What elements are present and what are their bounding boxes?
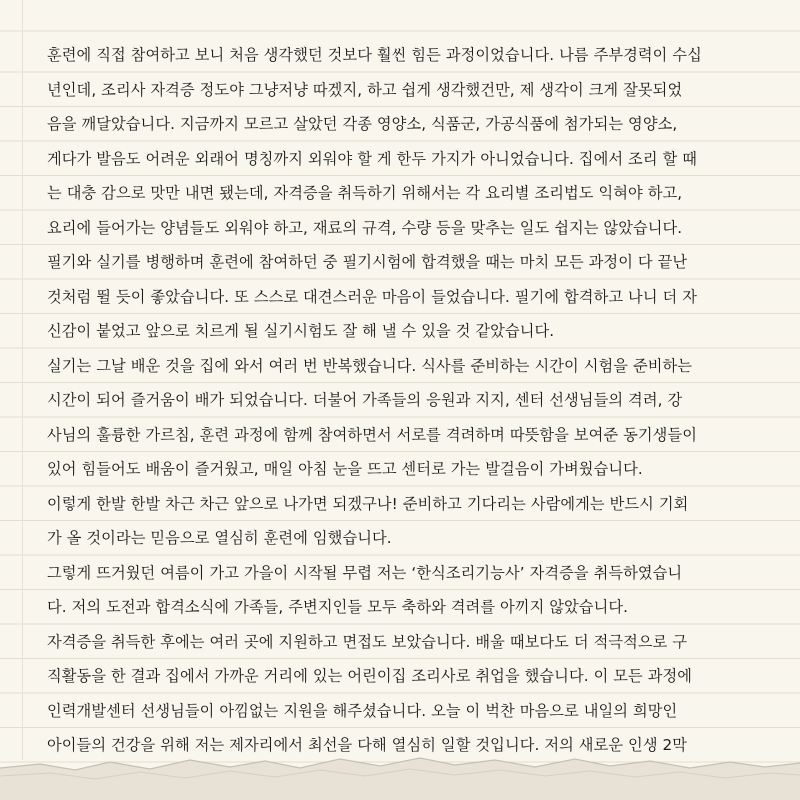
text-line: 는 대충 감으로 맛만 내면 됐는데, 자격증을 취득하기 위해서는 각 요리별 조리법도 익혀야 하고,	[47, 184, 683, 202]
text-line: 사님의 훌륭한 가르침, 훈련 과정에 함께 참여하면서 서로를 격려하며 따뜻함을 보여준 동기생들이	[47, 425, 697, 444]
text-line: 아이들의 건강을 위해 저는 제자리에서 최선을 다해 열심히 일할 것입니다. 저의 새로운 인생 2막	[47, 736, 688, 754]
margin-rule	[22, 0, 23, 760]
torn-paper-edge	[0, 740, 800, 800]
text-line: 음을 깨달았습니다. 지금까지 모르고 살았던 각종 영양소, 식품군, 가공식품에 첨가되는 영양소,	[47, 115, 678, 133]
text-line: 인력개발센터 선생님들이 아낌없는 지원을 해주셨습니다. 오늘 이 벅찬 마음으로 내일의 희망인	[47, 701, 678, 720]
text-line: 실기는 그날 배운 것을 집에 와서 여러 번 반복했습니다. 식사를 준비하는 시간이 시험을 준비하는	[47, 356, 693, 375]
text-line: 년인데, 조리사 자격증 정도야 그냥저냥 따겠지, 하고 쉽게 생각했건만, 제 생각이 크게 잘못되었	[47, 80, 683, 99]
text-line: 훈련에 직접 참여하고 보니 처음 생각했던 것보다 훨씬 힘든 과정이었습니다. 나름 주부경력이 수십	[47, 46, 702, 64]
text-line: 다. 저의 도전과 합격소식에 가족들, 주변지인들 모두 축하와 격려를 아끼지 않았습니다.	[47, 598, 629, 616]
text-line: 게다가 발음도 어려운 외래어 명칭까지 외워야 할 게 한두 가지가 아니었습니다. 집에서 조리 할 때	[47, 149, 697, 168]
text-line: 필기와 실기를 병행하며 훈련에 참여하던 중 필기시험에 합격했을 때는 마치 모든 과정이 다 끝난	[47, 253, 688, 271]
text-line: 이렇게 한발 한발 차근 차근 앞으로 나가면 되겠구나! 준비하고 기다리는 사람에게는 반드시 기회	[47, 494, 689, 513]
text-line: 요리에 들어가는 양념들도 외워야 하고, 재료의 규격, 수량 등을 맞추는 일도 쉽지는 않았습니다.	[47, 218, 683, 237]
text-line: 자격증을 취득한 후에는 여러 곳에 지원하고 면접도 보았습니다. 배울 때보다도 더 적극적으로 구	[47, 632, 688, 651]
text-line: 있어 힘들어도 배움이 즐거웠고, 매일 아침 눈을 뜨고 센터로 가는 발걸음이 가벼웠습니다.	[47, 460, 643, 478]
text-line: 것처럼 뛸 듯이 좋았습니다. 또 스스로 대견스러운 마음이 들었습니다. 필기에 합격하고 나니 더 자	[47, 287, 697, 306]
essay-text	[47, 38, 759, 797]
text-line: 신감이 붙었고 앞으로 치르게 될 실기시험도 잘 해 낼 수 있을 것 같았습니다.	[47, 322, 555, 340]
text-line: 가 올 것이라는 믿음으로 열심히 훈련에 임했습니다.	[47, 529, 392, 547]
text-line: 직활동을 한 결과 집에서 가까운 거리에 있는 어린이집 조리사로 취업을 했습니다. 이 모든 과정에	[47, 667, 693, 685]
text-line: 시간이 되어 즐거움이 배가 되었습니다. 더불어 가족들의 응원과 지지, 센터 선생님들의 격려, 강	[47, 391, 683, 409]
text-line: 그렇게 뜨거웠던 여름이 가고 가을이 시작될 무렵 저는 ‘한식조리기능사’ 자격증을 취득하였습니	[47, 563, 683, 582]
